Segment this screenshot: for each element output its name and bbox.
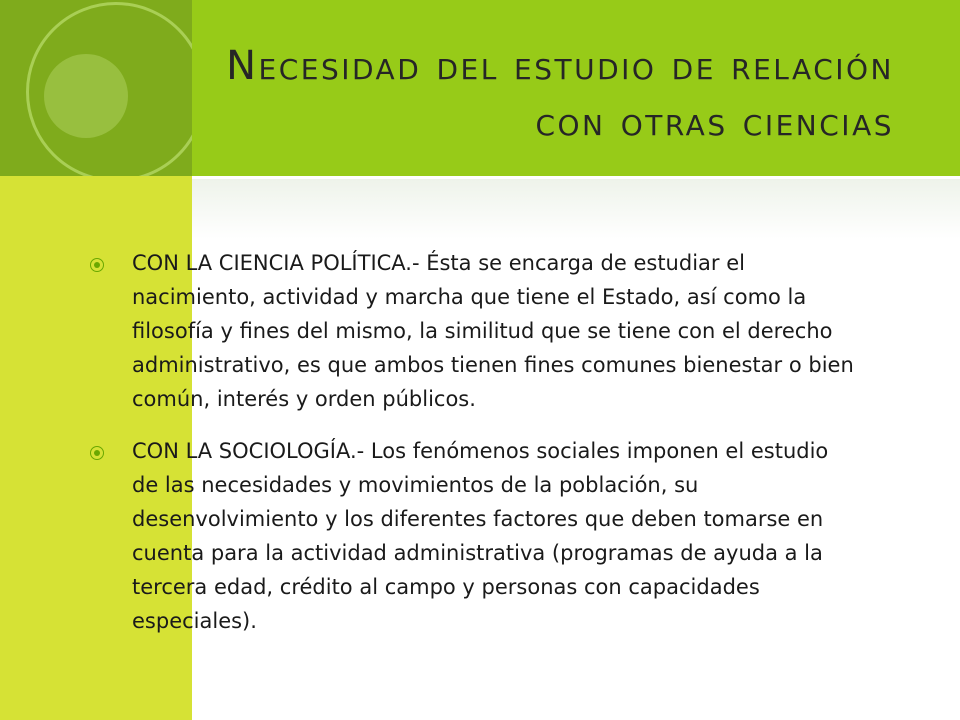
circle-bullet-icon: [90, 258, 104, 272]
slide-title: [226, 38, 894, 150]
bullet-item-sociologia: [90, 434, 860, 638]
bullet-list: [90, 246, 860, 656]
decorative-circle: [44, 54, 128, 138]
slide-title-line-2: con otras ciencias: [535, 99, 894, 145]
content-shadow: [192, 179, 960, 239]
sidebar-top-block: [0, 0, 192, 176]
slide-title-line-1: Necesidad del estudio de relación: [226, 43, 894, 89]
circle-bullet-icon: [90, 446, 104, 460]
bullet-item-ciencia-politica: [90, 246, 860, 416]
bullet-text: CON LA SOCIOLOGÍA.- Los fenómenos sociales imponen el estudio de las necesidades y movimientos de la población, su desenvolvimiento y los diferentes factores que deben tomarse en cuenta para la actividad administrativa (programas de ayuda a la tercera edad, crédito al campo y personas con capacidades especiales).: [132, 439, 829, 633]
bullet-text: CON LA CIENCIA POLÍTICA.- Ésta se encarga de estudiar el nacimiento, actividad y marcha que tiene el Estado, así como la filosofía y fines del mismo, la similitud que se tiene con el derecho administrativo, es que ambos tienen fines comunes bienestar o bien común, interés y orden públicos.: [132, 251, 854, 411]
